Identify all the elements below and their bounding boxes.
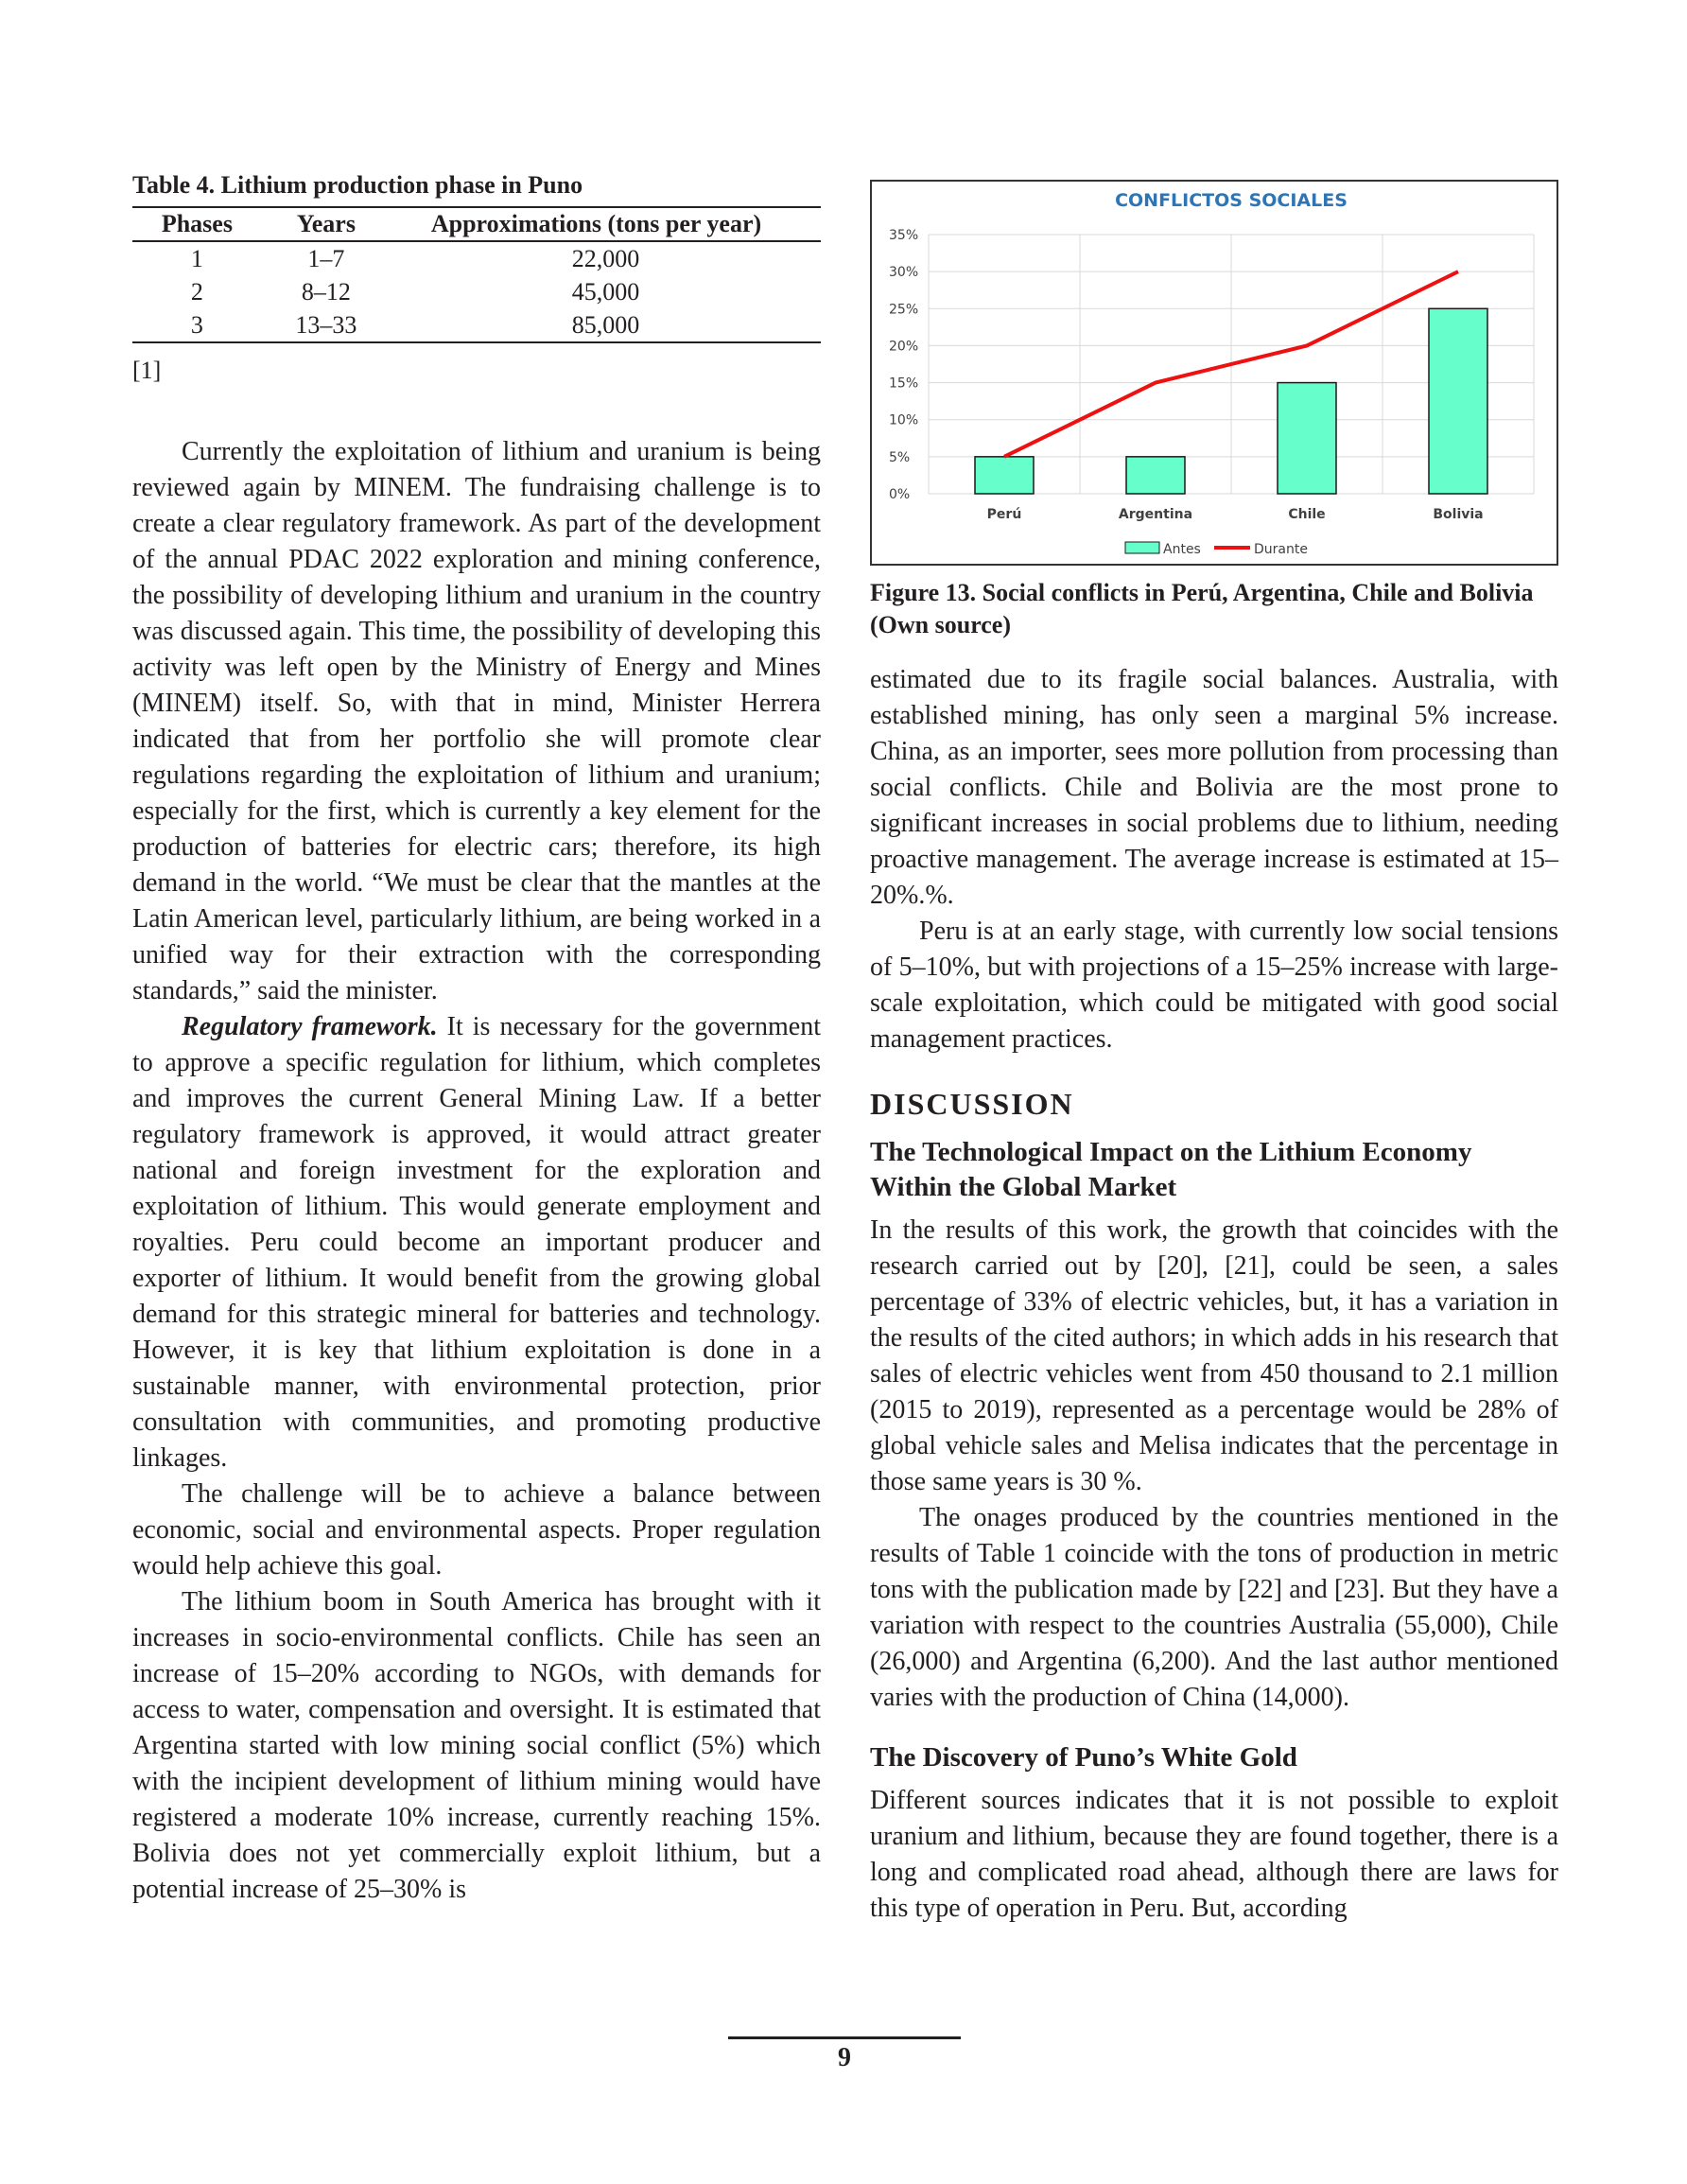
paragraph: In the results of this work, the growth that coincides with the research carried out by [20], [21], could be seen, a sales percentage of 33% of electric vehicles, but, it has a variation in the results of the cited authors; in which adds in his research that sales of electric vehicles went from 450 thousand to 2.1 million (2015 to 2019), represented as a percentage would be 28% of global vehicle sales and Melisa indicates that the percentage in those same years is 30 %. bbox=[870, 1215, 1558, 1496]
chart-title: CONFLICTOS SOCIALES bbox=[1115, 190, 1348, 211]
subsection-heading: The Discovery of Puno’s White Gold bbox=[870, 1742, 1297, 1773]
bar-perú bbox=[975, 457, 1034, 494]
left-column bbox=[132, 170, 821, 1908]
table-cell: 8–12 bbox=[301, 278, 351, 306]
y-tick-label: 10% bbox=[889, 412, 919, 428]
table-header-approximations: Approximations (tons per year) bbox=[391, 207, 821, 240]
table-cell: 1 bbox=[190, 245, 203, 272]
y-tick-label: 25% bbox=[889, 302, 919, 318]
bar-bolivia bbox=[1429, 308, 1487, 494]
y-tick-label: 20% bbox=[889, 339, 919, 355]
production-table bbox=[132, 206, 821, 343]
bar-line-chart bbox=[872, 182, 1557, 564]
paragraph: estimated due to its fragile social balances. Australia, with established mining, has only seen a marginal 5% increase. China, as an importer, sees more pollution from processing than social conflicts. Chile and Bolivia are the most prone to significant increases in social problems due to lithium, needing proactive management. The average increase is estimated at 15–20%.%. bbox=[870, 665, 1558, 910]
bar-argentina bbox=[1126, 457, 1185, 494]
table-header-years: Years bbox=[262, 207, 391, 240]
table-source-note: [1] bbox=[132, 357, 162, 384]
page-number: 9 bbox=[838, 2043, 851, 2072]
y-tick-label: 30% bbox=[889, 265, 919, 281]
table-cell: 1–7 bbox=[307, 245, 345, 272]
legend-label-antes: Antes bbox=[1163, 542, 1201, 557]
paragraph: Different sources indicates that it is not possible to exploit uranium and lithium, because they are found together, there is a long and complicated road ahead, although there are laws for this type of operation in Peru. But, according bbox=[870, 1786, 1558, 1923]
bar-chile bbox=[1278, 383, 1336, 494]
figure-chart bbox=[870, 180, 1558, 566]
subsection-heading: The Technological Impact on the Lithium Economy Within the Global Market bbox=[870, 1137, 1472, 1202]
section-heading: DISCUSSION bbox=[870, 1087, 1074, 1121]
table-cell: 13–33 bbox=[262, 308, 391, 342]
table-cell: 22,000 bbox=[571, 245, 640, 272]
table-row bbox=[132, 241, 821, 275]
right-column bbox=[870, 180, 1558, 1927]
figure-caption: Figure 13. Social conflicts in Perú, Argentina, Chile and Bolivia (Own source) bbox=[870, 579, 1534, 638]
paragraph-text: It is necessary for the government to approve a specific regulation for lithium, which completes and improves the current General Mining Law. If a better regulatory framework is approved, it would attract greater national and foreign investment for the exploration and exploitation of lithium. This would generate employment and royalties. Peru could become an important producer and exporter of lithium. It would benefit from the growing global demand for this strategic mineral for batteries and technology. However, it is key that lithium exploitation is done in a sustainable manner, with environmental protection, prior consultation with communities, and promoting productive linkages. bbox=[132, 1012, 821, 1473]
paragraph-lead: Regulatory framework. bbox=[182, 1012, 438, 1041]
paragraph bbox=[132, 1009, 821, 1476]
table-cell: 3 bbox=[132, 308, 262, 342]
x-tick-label: Bolivia bbox=[1433, 507, 1484, 522]
y-tick-label: 0% bbox=[889, 487, 911, 502]
x-tick-label: Perú bbox=[986, 507, 1022, 522]
paragraph: The challenge will be to achieve a balance between economic, social and environmental aspects. Proper regulation would help achieve this goal. bbox=[132, 1479, 821, 1581]
paragraph: The lithium boom in South America has brought with it increases in socio-environmental conflicts. Chile has seen an increase of 15–20% according to NGOs, with demands for access to water, compensation and oversight. It is estimated that Argentina started with low mining social conflict (5%) which with the incipient development of lithium mining would have registered a moderate 10% increase, currently reaching 15%. Bolivia does not yet commercially exploit lithium, but a potential increase of 25–30% is bbox=[132, 1587, 821, 1904]
legend-swatch-antes bbox=[1125, 542, 1159, 553]
table-row bbox=[132, 275, 821, 308]
table-row bbox=[132, 308, 821, 342]
table-header-phases: Phases bbox=[132, 207, 262, 240]
y-tick-label: 5% bbox=[889, 449, 911, 465]
table-cell: 2 bbox=[190, 278, 203, 306]
table-cell: 45,000 bbox=[571, 278, 640, 306]
y-tick-label: 15% bbox=[889, 376, 919, 392]
table-cell: 85,000 bbox=[391, 308, 821, 342]
legend-label-durante: Durante bbox=[1254, 542, 1308, 557]
x-tick-label: Argentina bbox=[1118, 507, 1193, 522]
x-tick-label: Chile bbox=[1288, 507, 1326, 522]
footer-rule bbox=[728, 2036, 961, 2039]
paragraph: The onages produced by the countries mentioned in the results of Table 1 coincide with the tons of production in metric tons with the publication made by [22] and [23]. But they have a variation with respect to the countries Australia (55,000), Chile (26,000) and Argentina (6,200). And the last author mentioned varies with the production of China (14,000). bbox=[870, 1503, 1558, 1712]
paragraph: Currently the exploitation of lithium and uranium is being reviewed again by MINEM. The fundraising challenge is to create a clear regulatory framework. As part of the development of the annual PDAC 2022 exploration and mining conference, the possibility of developing lithium and uranium in the country was discussed again. This time, the possibility of developing this activity was left open by the Ministry of Energy and Mines (MINEM) itself. So, with that in mind, Minister Herrera indicated that from her portfolio she will promote clear regulations regarding the exploitation of lithium and uranium; especially for the first, which is currently a key element for the production of batteries for electric cars; therefore, its high demand in the world. “We must be clear that the mantles at the Latin American level, particularly lithium, are being worked in a unified way for their extraction with the corresponding standards,” said the minister. bbox=[132, 437, 821, 1005]
y-tick-label: 35% bbox=[889, 228, 919, 243]
paragraph: Peru is at an early stage, with currently low social tensions of 5–10%, but with projections of a 15–25% increase with large-scale exploitation, which could be mitigated with good social management practices. bbox=[870, 917, 1558, 1054]
table-caption: Table 4. Lithium production phase in Puno bbox=[132, 171, 583, 199]
